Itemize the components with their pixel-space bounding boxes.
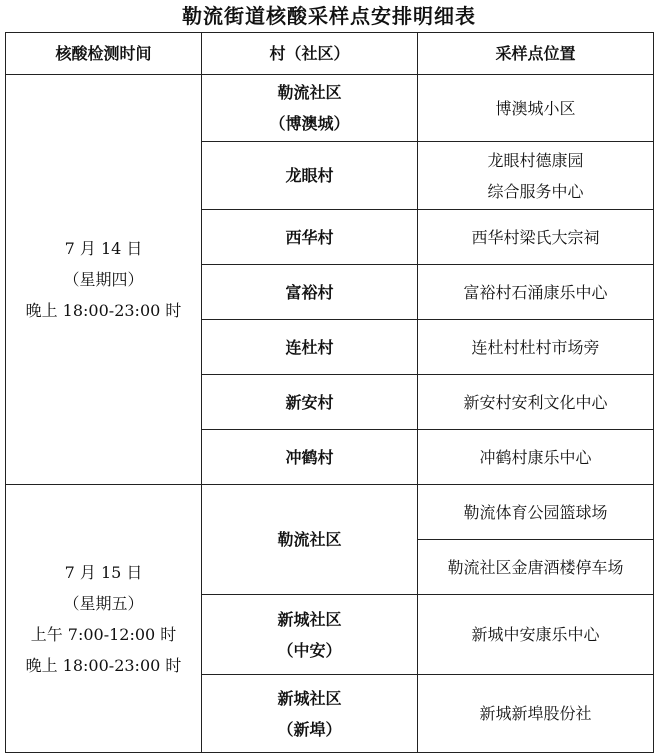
village-cell: 新安村: [202, 375, 418, 430]
header-time: 核酸检测时间: [6, 33, 202, 75]
site-cell: 新城中安康乐中心: [418, 595, 654, 675]
time-line: （星期五）: [63, 593, 144, 613]
time-line: 晚上 18:00-23:00 时: [25, 655, 182, 675]
site-cell: 冲鹤村康乐中心: [418, 430, 654, 485]
time-cell: [6, 485, 202, 753]
site-cell: 连杜村杜村市场旁: [418, 320, 654, 375]
village-cell: 西华村: [202, 210, 418, 265]
page-title: 勒流街道核酸采样点安排明细表: [182, 4, 476, 28]
site-cell: 新安村安利文化中心: [418, 375, 654, 430]
site-cell: 富裕村石涌康乐中心: [418, 265, 654, 320]
site-cell: 西华村梁氏大宗祠: [418, 210, 654, 265]
time-line: 7 月 14 日: [64, 239, 143, 258]
site-cell: 新城新埠股份社: [418, 675, 654, 753]
time-line: （星期四）: [63, 270, 144, 289]
village-cell: 龙眼村: [202, 142, 418, 210]
site-cell: 勒流体育公园篮球场: [418, 485, 654, 540]
table-row: [6, 485, 654, 540]
site-cell: 博澳城小区: [418, 75, 654, 142]
village-cell: 连杜村: [202, 320, 418, 375]
table-row: [6, 75, 654, 142]
time-line: 7 月 15 日: [64, 562, 143, 582]
time-cell: [6, 75, 202, 485]
village-cell: 新城社区 （中安）: [202, 595, 418, 675]
table-header-row: [6, 33, 654, 75]
header-site: 采样点位置: [418, 33, 654, 75]
site-cell: 勒流社区金唐酒楼停车场: [418, 540, 654, 595]
village-cell: 富裕村: [202, 265, 418, 320]
header-village: 村（社区）: [202, 33, 418, 75]
village-cell: 勒流社区 （博澳城）: [202, 75, 418, 142]
time-line: 上午 7:00-12:00 时: [30, 624, 177, 644]
site-cell: 龙眼村德康园 综合服务中心: [418, 142, 654, 210]
village-cell: 勒流社区: [202, 485, 418, 595]
village-cell: 新城社区 （新埠）: [202, 675, 418, 753]
village-cell: 冲鹤村: [202, 430, 418, 485]
time-line: 晚上 18:00-23:00 时: [25, 301, 182, 320]
sampling-schedule-table: [5, 32, 654, 753]
